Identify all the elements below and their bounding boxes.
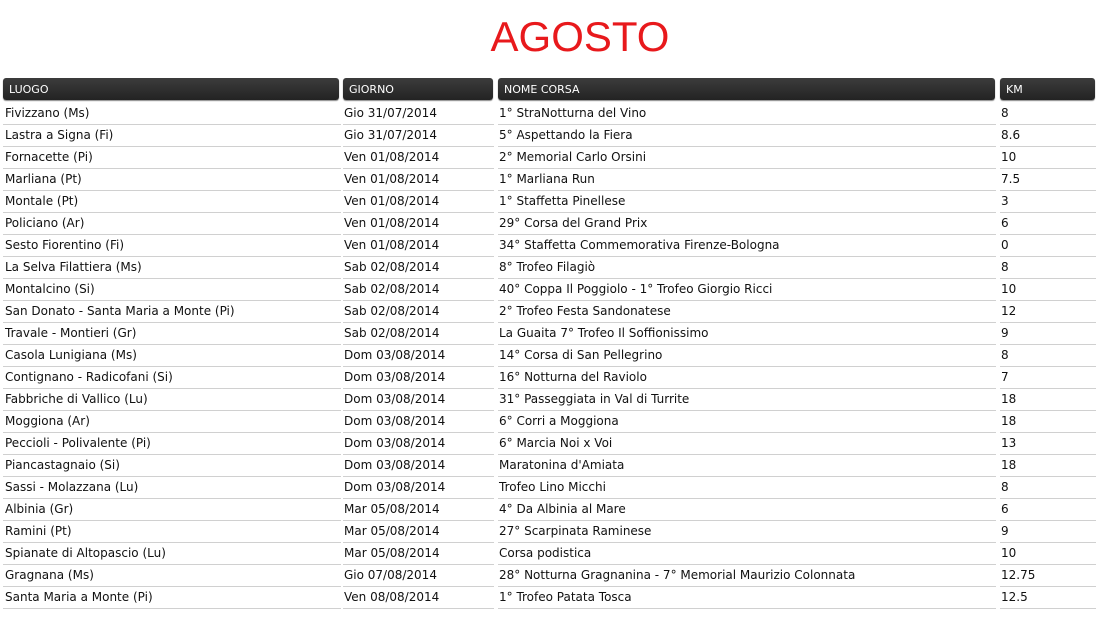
cell-giorno: Dom 03/08/2014 (343, 411, 494, 433)
page-title: AGOSTO (490, 13, 670, 60)
cell-luogo: Montalcino (Si) (3, 279, 341, 301)
cell-nome-corsa: La Guaita 7° Trofeo Il Soffionissimo (498, 323, 996, 345)
cell-nome-corsa: 4° Da Albinia al Mare (498, 499, 996, 521)
column-header-nome-corsa[interactable]: NOME CORSA (498, 78, 995, 100)
cell-luogo: Spianate di Altopascio (Lu) (3, 543, 341, 565)
cell-luogo: Fabbriche di Vallico (Lu) (3, 389, 341, 411)
cell-nome-corsa: Corsa podistica (498, 543, 996, 565)
cell-giorno: Mar 05/08/2014 (343, 499, 494, 521)
table-row (0, 169, 1118, 191)
column-header-luogo[interactable]: LUOGO (3, 78, 339, 100)
cell-luogo: Fivizzano (Ms) (3, 103, 341, 125)
cell-nome-corsa: 1° StraNotturna del Vino (498, 103, 996, 125)
cell-nome-corsa: 14° Corsa di San Pellegrino (498, 345, 996, 367)
cell-giorno: Gio 31/07/2014 (343, 125, 494, 147)
table-row (0, 125, 1118, 147)
cell-nome-corsa: 40° Coppa Il Poggiolo - 1° Trofeo Giorgio Ricci (498, 279, 996, 301)
cell-giorno: Ven 01/08/2014 (343, 191, 494, 213)
cell-km: 8 (1000, 345, 1096, 367)
table-row (0, 345, 1118, 367)
cell-giorno: Ven 01/08/2014 (343, 169, 494, 191)
cell-giorno: Dom 03/08/2014 (343, 477, 494, 499)
cell-km: 8 (1000, 103, 1096, 125)
cell-luogo: San Donato - Santa Maria a Monte (Pi) (3, 301, 341, 323)
cell-luogo: Sesto Fiorentino (Fi) (3, 235, 341, 257)
cell-luogo: Contignano - Radicofani (Si) (3, 367, 341, 389)
cell-nome-corsa: 16° Notturna del Raviolo (498, 367, 996, 389)
cell-giorno: Ven 01/08/2014 (343, 213, 494, 235)
table-row (0, 433, 1118, 455)
table-row (0, 147, 1118, 169)
cell-giorno: Sab 02/08/2014 (343, 323, 494, 345)
cell-km: 6 (1000, 213, 1096, 235)
cell-nome-corsa: 1° Marliana Run (498, 169, 996, 191)
cell-giorno: Ven 01/08/2014 (343, 147, 494, 169)
table-row (0, 279, 1118, 301)
table-row (0, 521, 1118, 543)
cell-km: 12 (1000, 301, 1096, 323)
cell-km: 10 (1000, 147, 1096, 169)
cell-km: 9 (1000, 323, 1096, 345)
cell-nome-corsa: 2° Trofeo Festa Sandonatese (498, 301, 996, 323)
table-row (0, 213, 1118, 235)
cell-luogo: Lastra a Signa (Fi) (3, 125, 341, 147)
cell-km: 10 (1000, 279, 1096, 301)
cell-nome-corsa: 29° Corsa del Grand Prix (498, 213, 996, 235)
cell-km: 18 (1000, 411, 1096, 433)
table-row (0, 411, 1118, 433)
cell-nome-corsa: 5° Aspettando la Fiera (498, 125, 996, 147)
cell-luogo: Fornacette (Pi) (3, 147, 341, 169)
cell-luogo: Gragnana (Ms) (3, 565, 341, 587)
cell-luogo: Montale (Pt) (3, 191, 341, 213)
cell-luogo: Casola Lunigiana (Ms) (3, 345, 341, 367)
cell-km: 13 (1000, 433, 1096, 455)
column-header-km[interactable]: KM (1000, 78, 1095, 100)
cell-km: 18 (1000, 389, 1096, 411)
cell-giorno: Gio 31/07/2014 (343, 103, 494, 125)
cell-luogo: Policiano (Ar) (3, 213, 341, 235)
race-table-body (0, 103, 1118, 609)
cell-km: 6 (1000, 499, 1096, 521)
cell-nome-corsa: 31° Passeggiata in Val di Turrite (498, 389, 996, 411)
table-row (0, 103, 1118, 125)
cell-km: 7.5 (1000, 169, 1096, 191)
cell-km: 18 (1000, 455, 1096, 477)
cell-luogo: Marliana (Pt) (3, 169, 341, 191)
cell-km: 8 (1000, 257, 1096, 279)
cell-luogo: Santa Maria a Monte (Pi) (3, 587, 341, 609)
cell-km: 12.75 (1000, 565, 1096, 587)
cell-km: 10 (1000, 543, 1096, 565)
cell-km: 12.5 (1000, 587, 1096, 609)
cell-nome-corsa: 8° Trofeo Filagiò (498, 257, 996, 279)
cell-luogo: Moggiona (Ar) (3, 411, 341, 433)
cell-giorno: Mar 05/08/2014 (343, 543, 494, 565)
cell-km: 8.6 (1000, 125, 1096, 147)
cell-luogo: Travale - Montieri (Gr) (3, 323, 341, 345)
table-row (0, 455, 1118, 477)
cell-giorno: Sab 02/08/2014 (343, 301, 494, 323)
table-row (0, 257, 1118, 279)
table-row (0, 323, 1118, 345)
table-row (0, 499, 1118, 521)
cell-giorno: Sab 02/08/2014 (343, 279, 494, 301)
cell-giorno: Dom 03/08/2014 (343, 389, 494, 411)
table-row (0, 543, 1118, 565)
table-row (0, 587, 1118, 609)
cell-luogo: Piancastagnaio (Si) (3, 455, 341, 477)
cell-nome-corsa: 6° Marcia Noi x Voi (498, 433, 996, 455)
table-row (0, 565, 1118, 587)
cell-luogo: Peccioli - Polivalente (Pi) (3, 433, 341, 455)
cell-luogo: Sassi - Molazzana (Lu) (3, 477, 341, 499)
cell-giorno: Dom 03/08/2014 (343, 367, 494, 389)
cell-giorno: Sab 02/08/2014 (343, 257, 494, 279)
cell-km: 0 (1000, 235, 1096, 257)
cell-giorno: Ven 08/08/2014 (343, 587, 494, 609)
cell-giorno: Gio 07/08/2014 (343, 565, 494, 587)
cell-km: 8 (1000, 477, 1096, 499)
column-header-giorno[interactable]: GIORNO (343, 78, 493, 100)
cell-giorno: Dom 03/08/2014 (343, 455, 494, 477)
table-row (0, 389, 1118, 411)
cell-giorno: Dom 03/08/2014 (343, 433, 494, 455)
cell-luogo: Ramini (Pt) (3, 521, 341, 543)
cell-luogo: La Selva Filattiera (Ms) (3, 257, 341, 279)
cell-luogo: Albinia (Gr) (3, 499, 341, 521)
table-row (0, 367, 1118, 389)
cell-km: 9 (1000, 521, 1096, 543)
cell-nome-corsa: 1° Staffetta Pinellese (498, 191, 996, 213)
cell-nome-corsa: 27° Scarpinata Raminese (498, 521, 996, 543)
cell-nome-corsa: Maratonina d'Amiata (498, 455, 996, 477)
cell-nome-corsa: Trofeo Lino Micchi (498, 477, 996, 499)
cell-nome-corsa: 34° Staffetta Commemorativa Firenze-Bologna (498, 235, 996, 257)
cell-nome-corsa: 1° Trofeo Patata Tosca (498, 587, 996, 609)
cell-km: 7 (1000, 367, 1096, 389)
cell-giorno: Dom 03/08/2014 (343, 345, 494, 367)
table-row (0, 235, 1118, 257)
table-row (0, 191, 1118, 213)
cell-giorno: Ven 01/08/2014 (343, 235, 494, 257)
cell-nome-corsa: 28° Notturna Gragnanina - 7° Memorial Maurizio Colonnata (498, 565, 996, 587)
cell-nome-corsa: 6° Corri a Moggiona (498, 411, 996, 433)
cell-nome-corsa: 2° Memorial Carlo Orsini (498, 147, 996, 169)
cell-giorno: Mar 05/08/2014 (343, 521, 494, 543)
table-row (0, 301, 1118, 323)
table-row (0, 477, 1118, 499)
cell-km: 3 (1000, 191, 1096, 213)
